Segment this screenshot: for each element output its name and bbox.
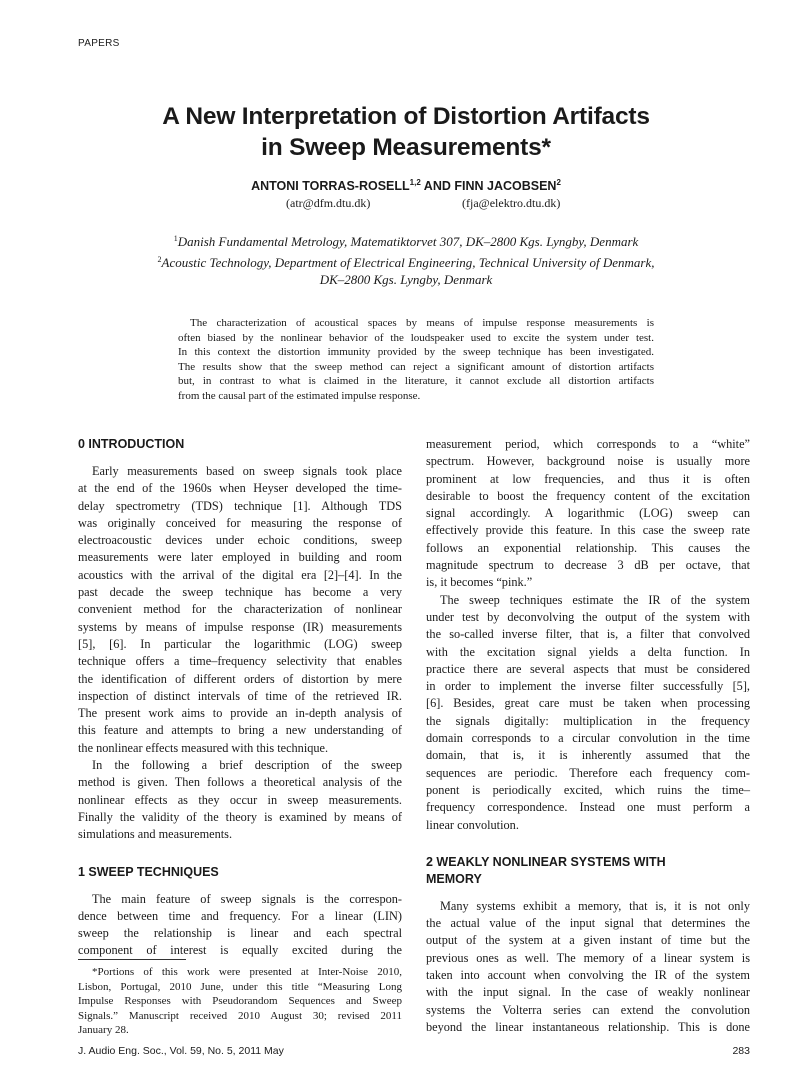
text-line: Finally the validity of the theory is examined by means of bbox=[78, 809, 402, 824]
text-line: January 28. bbox=[78, 1024, 129, 1036]
footnote bbox=[78, 965, 402, 1038]
text-line: with the excitation signal yields a delta function. In bbox=[426, 644, 750, 659]
text-line: [5], [6]. In particular the logarithmic (LOG) sweep bbox=[78, 636, 402, 651]
text-line: measurements were later employed in building and room bbox=[78, 550, 402, 565]
text-line: measurement period, which corresponds to a “white” bbox=[426, 437, 750, 451]
heading-line: 2 WEAKLY NONLINEAR SYSTEMS WITH bbox=[426, 854, 666, 869]
text-line: [6]. Besides, great care must be taken when processing bbox=[426, 696, 750, 711]
text-line: desirable to boost the frequency content of the excitation bbox=[426, 488, 750, 503]
text-line: is, it becomes “pink.” bbox=[426, 575, 533, 590]
text-line: inspection of distinct intervals of time of the retrieved IR. bbox=[78, 688, 402, 703]
left-column bbox=[78, 436, 402, 960]
text-line: taken into account when convolving the IR of the system bbox=[426, 968, 750, 983]
text-line: domain, that is, it is inherently assumed that the bbox=[426, 748, 750, 763]
right-column bbox=[426, 436, 750, 1036]
paragraph bbox=[78, 891, 402, 960]
text-line: component of interest is equally excited during the bbox=[78, 943, 402, 958]
text-line: from the causal part of the estimated impulse response. bbox=[178, 389, 421, 402]
heading-line: MEMORY bbox=[426, 871, 482, 886]
text-line: The sweep techniques estimate the IR of the system bbox=[440, 592, 750, 607]
text-line: frequency correspondence. Instead one must perform a bbox=[426, 800, 750, 815]
text-line: The characterization of acoustical spaces by means of impulse response measurements is bbox=[190, 317, 654, 329]
text-line: the actual value of the input signal that determines the bbox=[426, 916, 750, 931]
text-line: In the following a brief description of the sweep bbox=[92, 758, 402, 773]
text-line: dence between time and frequency. For a linear (LIN) bbox=[78, 908, 402, 923]
section-spacer bbox=[426, 834, 750, 854]
affiliations bbox=[0, 230, 812, 289]
text-line: practice there are several aspects that must be considered bbox=[426, 661, 750, 676]
affiliation-text: Acoustic Technology, Department of Electrical Engineering, Technical University of Denmark, bbox=[161, 254, 655, 270]
text-line: effectively provide this feature. In this case the sweep rate bbox=[426, 523, 750, 538]
section-spacer bbox=[78, 844, 402, 864]
text-line: the nonlinear effects measured with this technique. bbox=[78, 740, 329, 755]
title-line: in Sweep Measurements* bbox=[261, 134, 551, 161]
text-line: systems the Volterra series can extend the convolution bbox=[426, 1002, 750, 1017]
text-line: magnitude spectrum to decrease 3 dB per octave, that bbox=[426, 558, 750, 573]
text-line: previous ones as well. The memory of a linear system is bbox=[426, 950, 750, 965]
text-line: simulations and measurements. bbox=[78, 827, 233, 842]
text-line: systems by means of impulse response (IR) measurements bbox=[78, 619, 402, 634]
text-line: past decade the sweep technique has become a very bbox=[78, 585, 402, 600]
text-line: In this context the distortion immunity provided by the sweep technique has been investigated. bbox=[178, 346, 654, 358]
text-line: Impulse Responses with Pseudorandom Sequences and Sweep bbox=[78, 995, 402, 1007]
author-email: (fja@elektro.dtu.dk) bbox=[462, 196, 561, 210]
text-line: the identification of different orders of distortion by mere bbox=[78, 671, 402, 686]
text-line: Early measurements based on sweep signals took place bbox=[92, 464, 402, 478]
journal-reference: J. Audio Eng. Soc., Vol. 59, No. 5, 2011 May bbox=[78, 1045, 284, 1057]
paragraph bbox=[426, 436, 750, 592]
text-line: domain corresponds to a circular convolution in the time bbox=[426, 731, 750, 746]
text-line: in order to implement the inverse filter successfully [5], bbox=[426, 679, 750, 694]
paragraph bbox=[78, 757, 402, 843]
text-line: Lisbon, Portugal, 2010 June, under this title “Measuring Long bbox=[78, 980, 402, 993]
text-line: The main feature of sweep signals is the correspon- bbox=[92, 891, 402, 906]
running-head: PAPERS bbox=[78, 38, 120, 49]
author-name: FINN JACOBSEN bbox=[454, 179, 557, 193]
affiliation-line bbox=[0, 271, 812, 289]
abstract bbox=[178, 316, 654, 403]
text-line: follows an exponential relationship. This causes the bbox=[426, 540, 750, 555]
text-line: sequences are periodic. Therefore each frequency com- bbox=[426, 765, 750, 780]
text-line: technique offers a time–frequency selectivity that enables bbox=[78, 654, 402, 669]
text-line: the signals digitally: multiplication in the frequency bbox=[426, 713, 750, 728]
affiliation-line bbox=[0, 230, 812, 251]
text-line: Many systems exhibit a memory, that is, it is not only bbox=[440, 898, 750, 913]
author-conjunction: AND bbox=[420, 179, 455, 193]
text-line: Signals.” Manuscript received 2010 August 30; revised 2011 bbox=[78, 1009, 402, 1022]
text-line: sweep the relationship is linear and each spectral bbox=[78, 926, 402, 941]
section-heading-weakly-nonlinear-systems bbox=[426, 854, 750, 888]
text-line: nonlinear effects as they occur in sweep measurements. bbox=[78, 792, 402, 807]
author-email: (atr@dfm.dtu.dk) bbox=[286, 196, 371, 210]
affiliation-text: Danish Fundamental Metrology, Matematiktorvet 307, DK–2800 Kgs. Lyngby, Denmark bbox=[177, 234, 639, 249]
paper-title bbox=[0, 101, 812, 163]
author-affiliation-marker: 2 bbox=[556, 178, 561, 187]
author-name: ANTONI TORRAS-ROSELL bbox=[251, 179, 410, 193]
paragraph bbox=[426, 898, 750, 1036]
text-line: output of the system at a given instant of time but the bbox=[426, 933, 750, 948]
title-line: A New Interpretation of Distortion Artifacts bbox=[162, 103, 650, 130]
text-line: beyond the linear instantaneous relationship. This is done bbox=[426, 1019, 750, 1034]
text-line: this feature and attempts to bring a new understanding of bbox=[78, 723, 402, 738]
text-line: acoustics with the arrival of the digital era [2]–[4]. In the bbox=[78, 567, 402, 582]
text-line: was originally conceived for measuring the response of bbox=[78, 515, 402, 530]
footnote-rule bbox=[78, 959, 186, 960]
text-line: but, in contrast to what is claimed in the literature, it cannot exclude all distortion artifacts bbox=[178, 375, 654, 387]
text-line: with the input signal. In the case of weakly nonlinear bbox=[426, 985, 750, 1000]
text-line: spectrum. However, background noise is usually more bbox=[426, 454, 750, 469]
author-affiliation-marker: 1,2 bbox=[409, 178, 421, 187]
paragraph bbox=[426, 592, 750, 834]
text-line: electroacoustic devices under echoic conditions, sweep bbox=[78, 533, 402, 548]
text-line: ponent is periodically excited, which ruins the time– bbox=[426, 782, 750, 797]
section-heading-introduction: 0 INTRODUCTION bbox=[78, 437, 185, 451]
section-heading-sweep-techniques: 1 SWEEP TECHNIQUES bbox=[78, 864, 219, 879]
affiliation-line bbox=[0, 251, 812, 272]
text-line: The results show that the sweep method can reject a significant amount of distortion artifacts bbox=[178, 360, 654, 373]
text-line: often biased by the nonlinear behavior of the loudspeaker used to excite the system under test. bbox=[178, 331, 654, 344]
text-line: under test by deconvolving the output of the system with bbox=[426, 609, 750, 624]
author-line bbox=[0, 178, 812, 193]
affiliation-text: DK–2800 Kgs. Lyngby, Denmark bbox=[319, 272, 493, 287]
text-line: *Portions of this work were presented at Inter-Noise 2010, bbox=[92, 966, 402, 978]
text-line: prominent at low frequencies, and thus it is often bbox=[426, 471, 750, 486]
text-line: The present work aims to provide an in-depth analysis of bbox=[78, 706, 402, 721]
text-line: delay spectrometry (TDS) technique [1]. Although TDS bbox=[78, 498, 402, 513]
affiliation-marker: 2 bbox=[157, 254, 162, 264]
text-line: method is given. Then follows a theoretical analysis of the bbox=[78, 775, 402, 790]
text-line: the so-called inverse filter, that is, a filter that convolved bbox=[426, 627, 750, 642]
text-line: linear convolution. bbox=[426, 817, 519, 832]
page-number: 283 bbox=[732, 1045, 750, 1057]
paragraph bbox=[78, 463, 402, 757]
affiliation-marker: 1 bbox=[173, 234, 178, 243]
text-line: signal accordingly. A logarithmic (LOG) sweep can bbox=[426, 506, 750, 521]
text-line: at the end of the 1960s when Heyser developed the time- bbox=[78, 481, 402, 496]
text-line: convenient method for the characterization of nonlinear bbox=[78, 602, 402, 617]
